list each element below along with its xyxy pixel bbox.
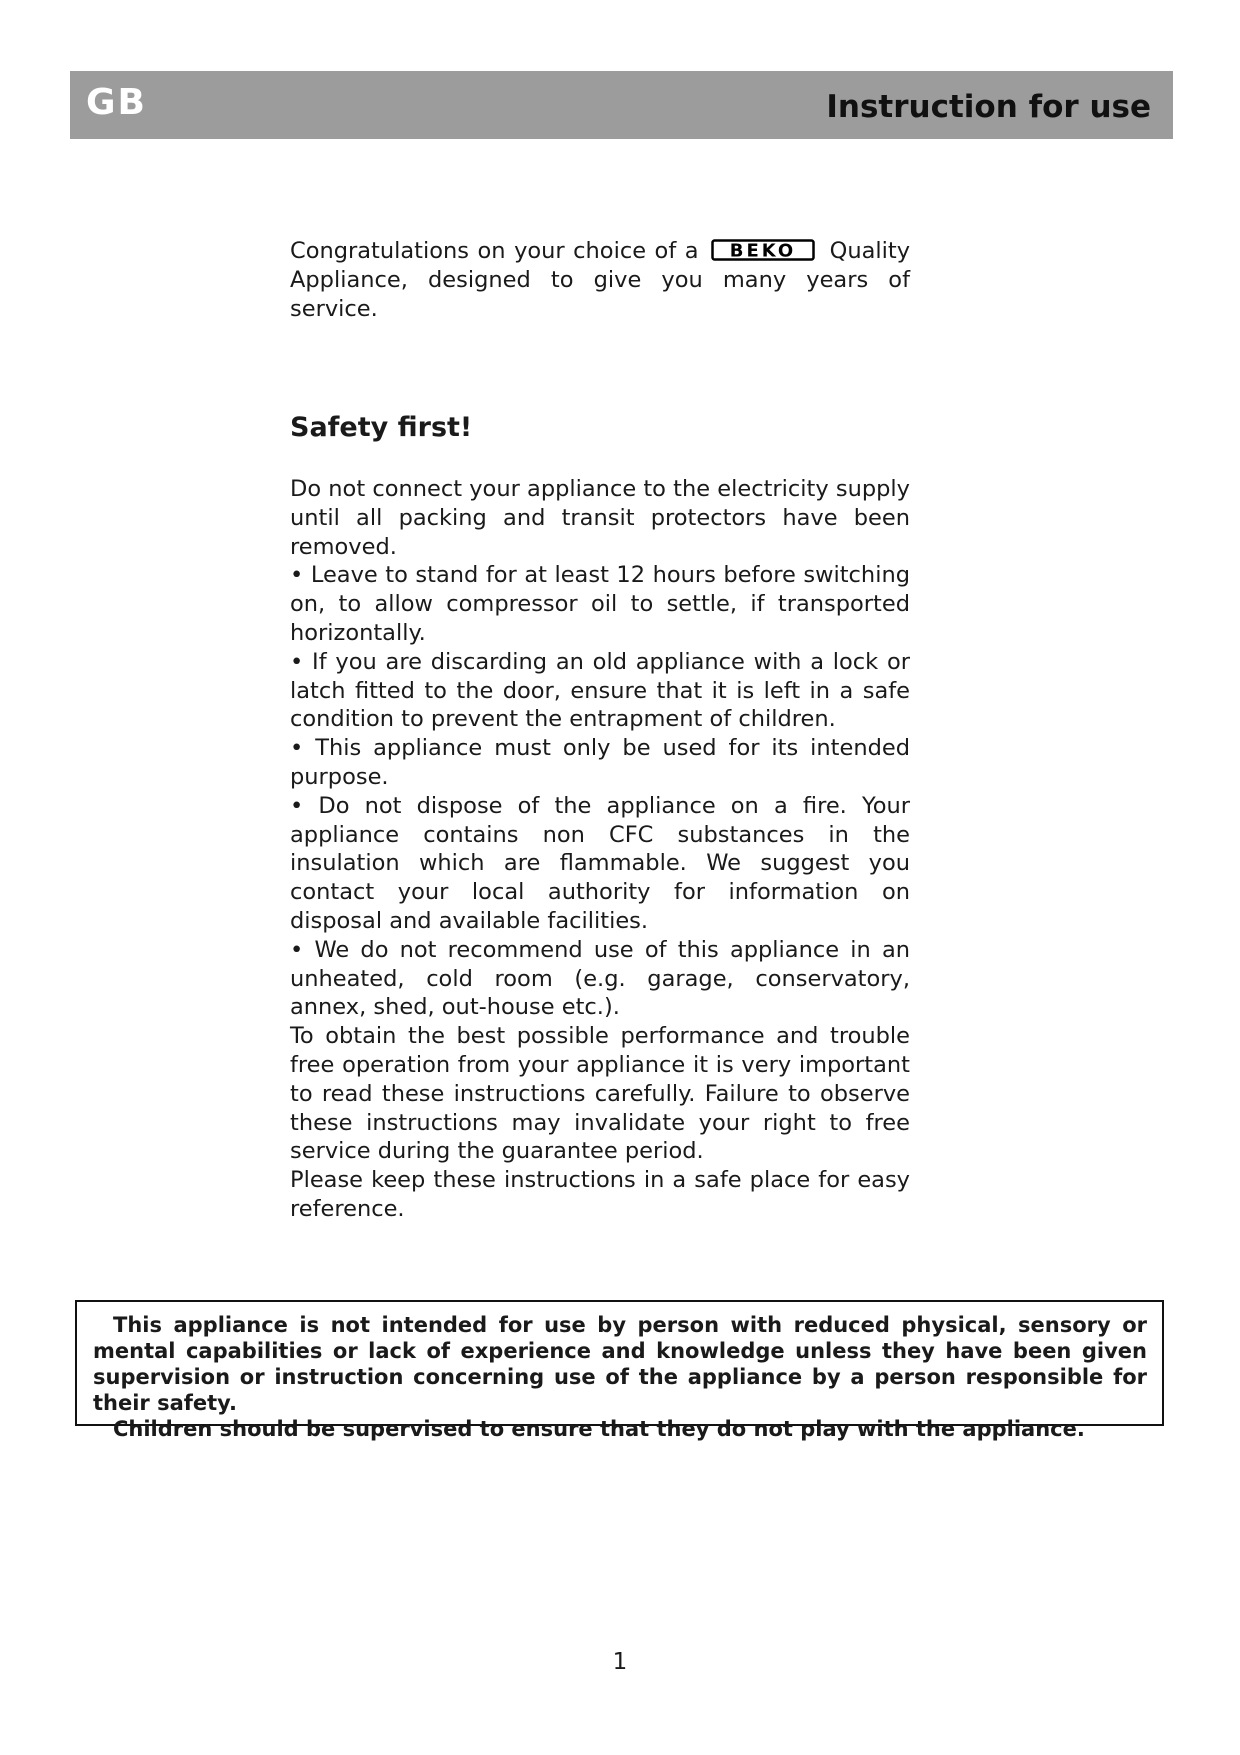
safety-bullet: • This appliance must only be used for its intended purpose. (290, 735, 910, 790)
safety-heading: Safety first! (290, 412, 473, 443)
notice-paragraph: This appliance is not intended for use by person with reduced physical, sensory or mental capabilities or lack of experience and knowledge unless they have been given supervision or instruction concerning use of the appliance by a person responsible for their safety. (93, 1313, 1147, 1415)
intro-text-end: Quality Appliance, designed to give you many years of service. (290, 238, 911, 322)
safety-bullet: • If you are discarding an old appliance with a lock or latch fitted to the door, ensure that it is left in a safe condition to prevent the entrapment of children. (290, 648, 910, 733)
page-number: 1 (612, 1649, 628, 1675)
country-code: GB (86, 82, 147, 123)
warning-notice-box (75, 1300, 1164, 1441)
safety-bullet: • We do not recommend use of this appliance in an unheated, cold room (e.g. garage, conservatory, annex, shed, out-house etc.). (290, 936, 910, 1021)
page-title: Instruction for use (826, 89, 1151, 125)
safety-body (290, 475, 910, 1224)
header-bar (70, 71, 1173, 139)
safety-paragraph: To obtain the best possible performance and trouble free operation from your appliance it is very important to read these instructions carefully. Failure to observe these instructions may invalidate your right to free service during the guarantee period. (290, 1023, 910, 1165)
intro-text-start: Congratulations on your choice of a (290, 238, 699, 264)
notice-paragraph: Children should be supervised to ensure that they do not play with the appliance. (113, 1417, 1085, 1441)
svg-text:BEKO: BEKO (729, 240, 797, 261)
safety-bullet: • Do not dispose of the appliance on a fire. Your appliance contains non CFC substances in the insulation which are flammable. We suggest you contact your local authority for information on disposal and available facilities. (290, 792, 910, 934)
safety-paragraph: Do not connect your appliance to the electricity supply until all packing and transit protectors have been removed. (290, 476, 910, 560)
safety-paragraph: Please keep these instructions in a safe place for easy reference. (290, 1167, 910, 1222)
beko-logo (711, 239, 815, 261)
intro-paragraph (290, 237, 910, 324)
safety-bullet: • Leave to stand for at least 12 hours before switching on, to allow compressor oil to settle, if transported horizontally. (290, 562, 910, 646)
